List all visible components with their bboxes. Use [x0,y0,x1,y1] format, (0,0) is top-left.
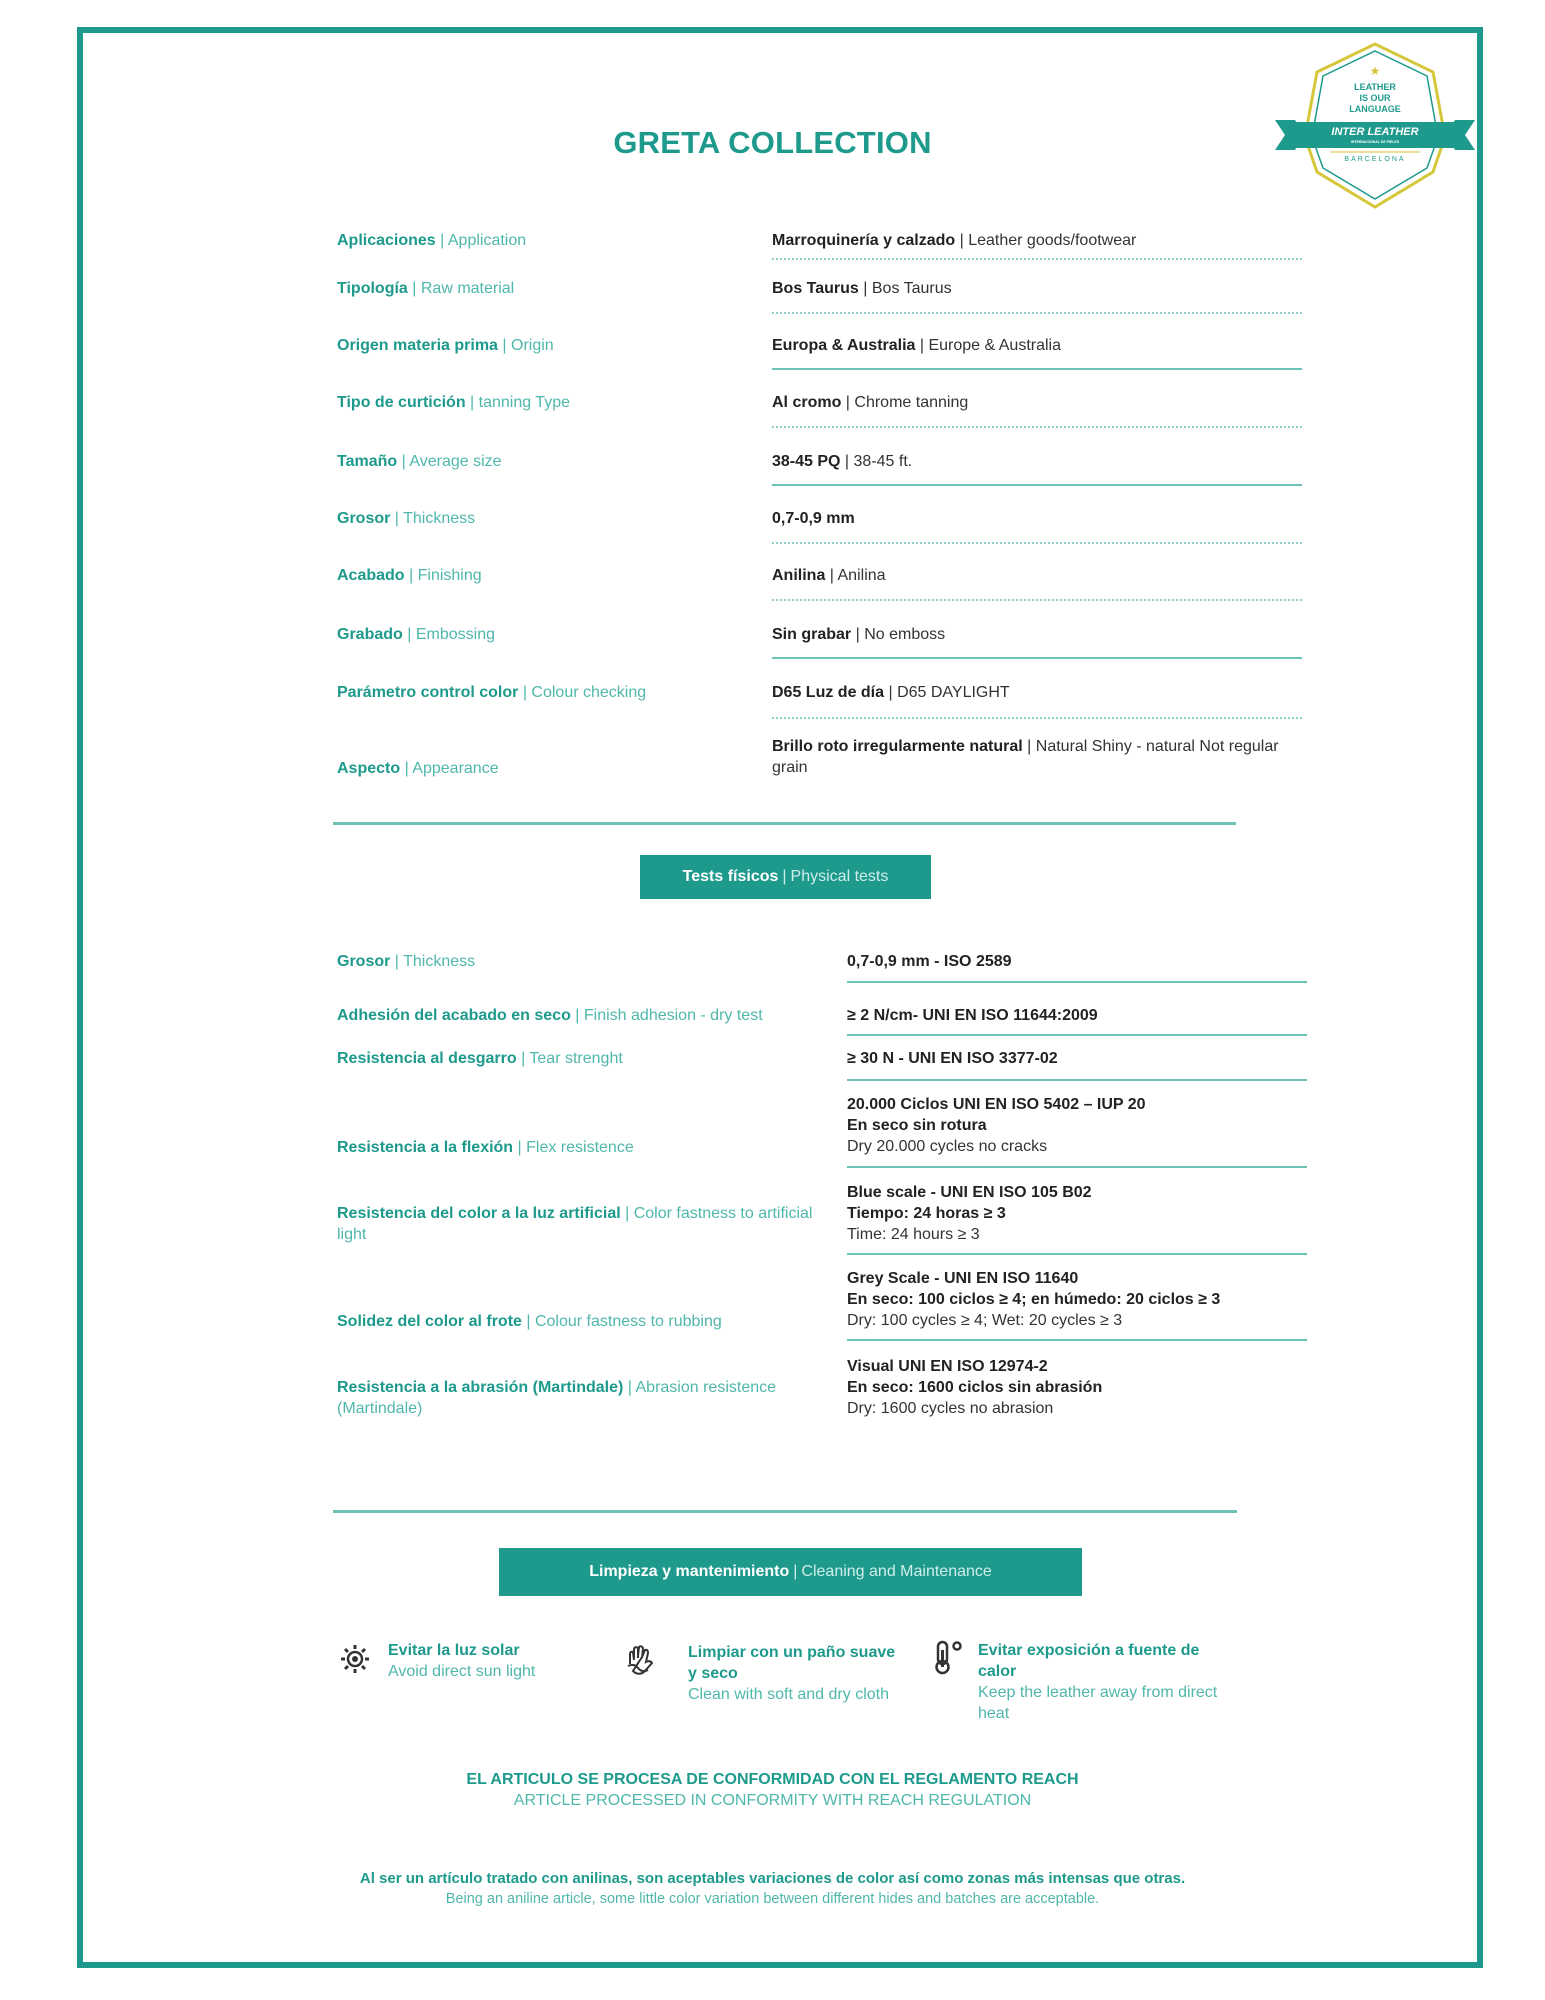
spec-value-es: Marroquinería y calzado [772,232,956,249]
spec-value-en: | Anilina [825,567,886,584]
spec-label-en: Application [447,232,527,249]
spec-sep: | [404,567,418,584]
test-sep: | [620,1205,634,1222]
aniline-note-en: Being an aniline article, some little color variation between different hides and batches are acceptable. [445,1891,1100,1907]
test-value [847,1268,1307,1331]
care-item-es: Evitar exposición a fuente de calor [978,1642,1200,1680]
tests-header-sep: | [782,868,787,885]
care-item-en: Avoid direct sun light [388,1663,536,1680]
row-divider [772,368,1302,370]
care-section-header [499,1548,1082,1596]
test-label [337,1377,837,1419]
spec-label-en: Appearance [412,760,499,777]
spec-label-es: Grabado [337,626,403,643]
row-divider [847,1166,1307,1168]
test-sep: | [516,1050,530,1067]
spec-sep: | [400,760,413,777]
care-item [688,1642,898,1705]
spec-value-es: Europa & Australia [772,337,916,354]
row-divider [847,1253,1307,1255]
care-header-sep: | [793,1563,798,1580]
test-sep: | [390,953,404,970]
spec-sep: | [465,394,479,411]
test-label-es: Resistencia a la flexión [337,1139,514,1156]
row-divider [772,599,1302,601]
reach-statement-es: EL ARTICULO SE PROCESA DE CONFORMIDAD CON EL REGLAMENTO REACH [466,1771,1079,1788]
spec-sep: | [390,510,404,527]
test-label-en: Abrasion resistence (Martindale) [337,1379,777,1417]
spec-value-en: | Natural Shiny - natural Not regular grain [772,738,1279,776]
spec-value-es: Brillo roto irregularmente natural [772,738,1023,755]
spec-value-en: | Chrome tanning [841,394,969,411]
page-title: GRETA COLLECTION [613,125,932,160]
spec-value-es: 38-45 PQ [772,453,841,470]
test-sep: | [513,1139,527,1156]
row-divider [772,657,1302,659]
section-divider [333,1510,1237,1513]
spec-sep: | [407,280,421,297]
care-item [978,1640,1238,1724]
spec-sep: | [497,337,511,354]
spec-value-en: | Bos Taurus [858,280,952,297]
spec-label-es: Aspecto [337,760,401,777]
test-label-en: Colour fastness to rubbing [534,1313,722,1330]
test-sep: | [623,1379,636,1396]
row-divider [847,1339,1307,1341]
test-sep: | [521,1313,535,1330]
spec-sep: | [518,684,532,701]
test-value [847,1356,1307,1419]
spec-value-es: Al cromo [772,394,842,411]
test-label-es: Solidez del color al frote [337,1313,522,1330]
section-divider [333,822,1236,825]
spec-value-en: | 38-45 ft. [840,453,913,470]
badge-star-icon: ★ [1369,64,1381,78]
spec-label-en: Origin [511,337,554,354]
row-divider [847,1079,1307,1081]
badge-subtitle: INTERNACIONAL DE PIELES [1350,140,1400,144]
test-label-es: Resistencia al desgarro [337,1050,517,1067]
row-divider [772,717,1302,719]
spec-value-en: | D65 DAYLIGHT [884,684,1010,701]
thermometer-icon [932,1640,966,1676]
spec-sep: | [402,626,416,643]
test-value [847,1048,1307,1069]
care-header-en: Cleaning and Maintenance [801,1563,992,1580]
spec-label-en: tanning Type [478,394,570,411]
test-value-line: Time: 24 hours ≥ 3 [847,1226,980,1243]
row-divider [772,484,1302,486]
inter-leather-badge [1275,42,1475,212]
badge-city: BARCELONA [1344,156,1406,163]
badge-tagline [1275,82,1475,115]
badge-line2: IS OUR [1359,93,1391,103]
spec-value-en: | Leather goods/footwear [955,232,1137,249]
test-value-line: Visual UNI EN ISO 12974-2 [847,1358,1048,1375]
spec-value-es: 0,7-0,9 mm [772,510,855,527]
spec-label-es: Origen materia prima [337,337,498,354]
test-label-es: Resistencia a la abrasión (Martindale) [337,1379,624,1396]
test-value-line: 20.000 Ciclos UNI EN ISO 5402 – IUP 20 [847,1096,1146,1113]
spec-value-es: Bos Taurus [772,280,859,297]
test-label-en: Finish adhesion - dry test [583,1007,763,1024]
spec-label-es: Grosor [337,510,391,527]
spec-sep: | [397,453,410,470]
spec-label-es: Aplicaciones [337,232,436,249]
row-divider [772,312,1302,314]
spec-value-es: Sin grabar [772,626,852,643]
test-label-es: Grosor [337,953,391,970]
row-divider [847,981,1307,983]
care-item-en: Clean with soft and dry cloth [688,1686,889,1703]
spec-label-es: Tipo de curtición [337,394,466,411]
spec-label-en: Embossing [415,626,495,643]
sun-icon [340,1644,370,1674]
test-value [847,1094,1307,1157]
tests-header-en: Physical tests [790,868,889,885]
test-label-es: Resistencia del color a la luz artificial [337,1205,621,1222]
care-item [388,1640,578,1682]
test-value-line: Dry: 1600 cycles no abrasion [847,1400,1054,1417]
spec-label-en: Finishing [417,567,482,584]
test-label [337,1203,837,1245]
test-value-line: Tiempo: 24 horas ≥ 3 [847,1205,1006,1222]
spec-value-es: D65 Luz de día [772,684,885,701]
spec-label-en: Thickness [403,510,476,527]
badge-name: INTER LEATHER [1331,126,1419,138]
test-value-line: ≥ 30 N - UNI EN ISO 3377-02 [847,1050,1058,1067]
spec-value-en: | Europe & Australia [915,337,1062,354]
care-item-en: Keep the leather away from direct heat [978,1684,1218,1722]
test-value [847,1182,1307,1245]
test-value-line: En seco: 1600 ciclos sin abrasión [847,1379,1103,1396]
test-label [337,1048,837,1069]
spec-value-en: | No emboss [851,626,946,643]
test-label-en: Thickness [403,953,476,970]
row-divider [772,426,1302,428]
row-divider [847,1034,1307,1036]
spec-label-en: Colour checking [531,684,647,701]
test-label [337,951,837,972]
care-item-es: Evitar la luz solar [388,1642,520,1659]
test-label-es: Adhesión del acabado en seco [337,1007,571,1024]
badge-line1: LEATHER [1354,82,1396,92]
test-label-en: Tear strenght [529,1050,623,1067]
care-item-es: Limpiar con un paño suave y seco [688,1644,896,1682]
row-divider [772,542,1302,544]
badge-line3: LANGUAGE [1349,104,1401,114]
tests-section-header [640,855,931,899]
test-label-en: Color fastness to artificial light [337,1205,813,1243]
spec-label-es: Acabado [337,567,405,584]
test-value [847,951,1307,972]
hand-cloth-icon [624,1644,658,1678]
care-header-es: Limpieza y mantenimiento [589,1563,790,1580]
test-value-line: ≥ 2 N/cm- UNI EN ISO 11644:2009 [847,1007,1098,1024]
test-value-line: Grey Scale - UNI EN ISO 11640 [847,1270,1079,1287]
test-label [337,1311,837,1332]
spec-label-en: Raw material [420,280,515,297]
test-label [337,1137,837,1158]
tests-header-es: Tests físicos [682,868,779,885]
row-divider [772,258,1302,260]
reach-statement-en: ARTICLE PROCESSED IN CONFORMITY WITH REACH REGULATION [513,1792,1032,1809]
test-value [847,1005,1307,1026]
test-label-en: Flex resistence [526,1139,634,1156]
test-value-line: 0,7-0,9 mm - ISO 2589 [847,953,1012,970]
aniline-note-es: Al ser un artículo tratado con anilinas, son aceptables variaciones de color así como zonas más intensas que otras. [359,1870,1186,1887]
spec-label-es: Tipología [337,280,408,297]
spec-value-es: Anilina [772,567,826,584]
spec-sep: | [435,232,448,249]
test-label [337,1005,837,1026]
test-value-line: Blue scale - UNI EN ISO 105 B02 [847,1184,1092,1201]
test-value-line: En seco sin rotura [847,1117,987,1134]
test-sep: | [570,1007,584,1024]
test-value-line: Dry 20.000 cycles no cracks [847,1138,1048,1155]
spec-label-es: Tamaño [337,453,398,470]
test-value-line: Dry: 100 cycles ≥ 4; Wet: 20 cycles ≥ 3 [847,1312,1123,1329]
spec-label-en: Average size [409,453,502,470]
spec-label-es: Parámetro control color [337,684,519,701]
test-value-line: En seco: 100 ciclos ≥ 4; en húmedo: 20 ciclos ≥ 3 [847,1291,1221,1308]
